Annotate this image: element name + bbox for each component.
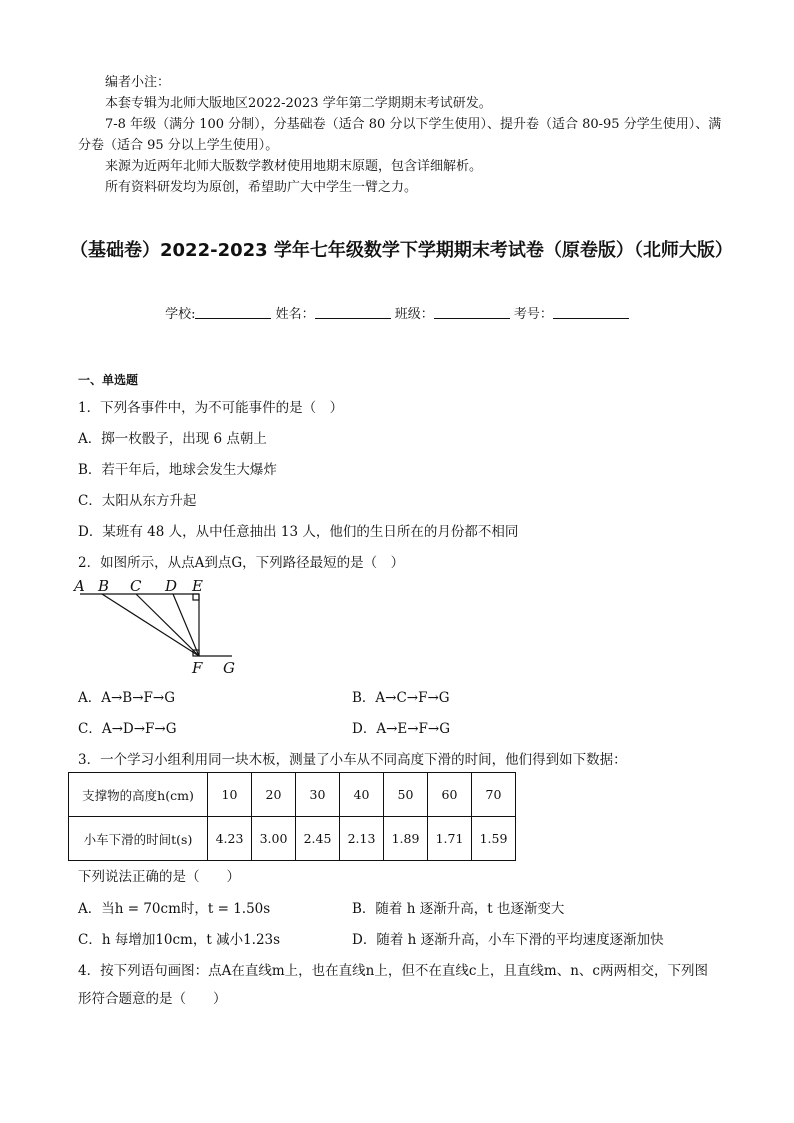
q3-prompt: 下列说法正确的是（ ） (78, 869, 240, 885)
label-b: B (98, 577, 110, 595)
note-line-4: 所有资料研发均为原创，希望助广大中学生一臂之力。 (105, 180, 418, 195)
class-label: 班级： (394, 307, 434, 322)
class-blank[interactable] (434, 306, 510, 319)
label-c: C (130, 577, 142, 595)
q2-option-b: B．A→C→F→G (352, 690, 450, 706)
time-value: 1.71 (428, 817, 472, 861)
school-blank[interactable] (195, 306, 271, 319)
name-blank[interactable] (315, 306, 391, 319)
note-line-1: 本套专辑为北师大版地区2022-2023 学年第二学期期末考试研发。 (105, 96, 492, 111)
height-value: 30 (296, 773, 340, 817)
note-heading: 编者小注： (105, 75, 171, 90)
q1-option-c: C．太阳从东方升起 (78, 493, 197, 509)
q1-option-d: D．某班有 48 人，从中任意抽出 13 人，他们的生日所在的月份都不相同 (78, 524, 519, 540)
q3-option-a: A．当h = 70cm时，t = 1.50s (78, 901, 271, 917)
time-value: 2.13 (340, 817, 384, 861)
q1-stem: 1．下列各事件中，为不可能事件的是（ ） (78, 400, 344, 416)
height-value: 60 (428, 773, 472, 817)
q2-option-a: A．A→B→F→G (78, 690, 176, 706)
height-value: 70 (472, 773, 516, 817)
height-value: 50 (384, 773, 428, 817)
name-label: 姓名： (275, 307, 315, 322)
editor-note (78, 72, 728, 198)
q3-stem: 3．一个学习小组利用同一块木板，测量了小车从不同高度下滑的时间，他们得到如下数据： (78, 752, 627, 768)
height-value: 10 (208, 773, 252, 817)
note-line-3: 来源为近两年北师大版数学教材使用地期末原题，包含详细解析。 (105, 159, 483, 174)
q3-option-b: B．随着 h 逐渐升高，t 也逐渐变大 (352, 901, 565, 917)
label-a: A (74, 577, 85, 595)
q1-option-a: A．掷一枚骰子，出现 6 点朝上 (78, 431, 267, 447)
number-blank[interactable] (553, 306, 629, 319)
time-value: 4.23 (208, 817, 252, 861)
q4-stem: 4．按下列语句画图：点A在直线m上，也在直线n上，但不在直线c上，且直线m、n、c两两相交，下列图形符合题意的是（ ） (78, 963, 708, 1007)
q2-figure (72, 576, 242, 676)
number-label: 考号： (513, 307, 553, 322)
line-df (173, 594, 199, 656)
label-d: D (165, 577, 178, 595)
section-heading: 一、单选题 (78, 373, 139, 387)
q1-option-b: B．若干年后，地球会发生大爆炸 (78, 462, 277, 478)
q3-option-d: D．随着 h 逐渐升高，小车下滑的平均速度逐渐加快 (352, 932, 664, 948)
line-bf (102, 594, 199, 656)
note-line-2: 7-8 年级（满分 100 分制），分基础卷（适合 80 分以下学生使用）、提升卷（适合 80-95 分学生使用）、满分卷（适合 95 分以上学生使用）。 (78, 117, 722, 153)
height-header: 支撑物的高度h(cm) (69, 773, 208, 817)
height-value: 20 (252, 773, 296, 817)
time-value: 1.59 (472, 817, 516, 861)
student-info (0, 303, 794, 322)
time-header: 小车下滑的时间t(s) (69, 817, 208, 861)
q2-option-c: C．A→D→F→G (78, 721, 177, 737)
time-value: 1.89 (384, 817, 428, 861)
time-value: 3.00 (252, 817, 296, 861)
time-value: 2.45 (296, 817, 340, 861)
table-row (69, 773, 516, 817)
table-row (69, 817, 516, 861)
school-label: 学校: (165, 307, 196, 322)
label-g: G (223, 659, 235, 676)
q3-option-c: C．h 每增加10cm，t 减小1.23s (78, 932, 281, 948)
q2-stem: 2．如图所示，从点A到点G，下列路径最短的是（ ） (78, 555, 405, 571)
label-f: F (192, 659, 203, 676)
q2-option-d: D．A→E→F→G (352, 721, 451, 737)
line-cf (136, 594, 199, 656)
q3-data-table (68, 772, 516, 861)
label-e: E (192, 577, 203, 595)
exam-title: （基础卷）2022-2023 学年七年级数学下学期期末考试卷（原卷版）（北师大版） (70, 240, 733, 261)
height-value: 40 (340, 773, 384, 817)
